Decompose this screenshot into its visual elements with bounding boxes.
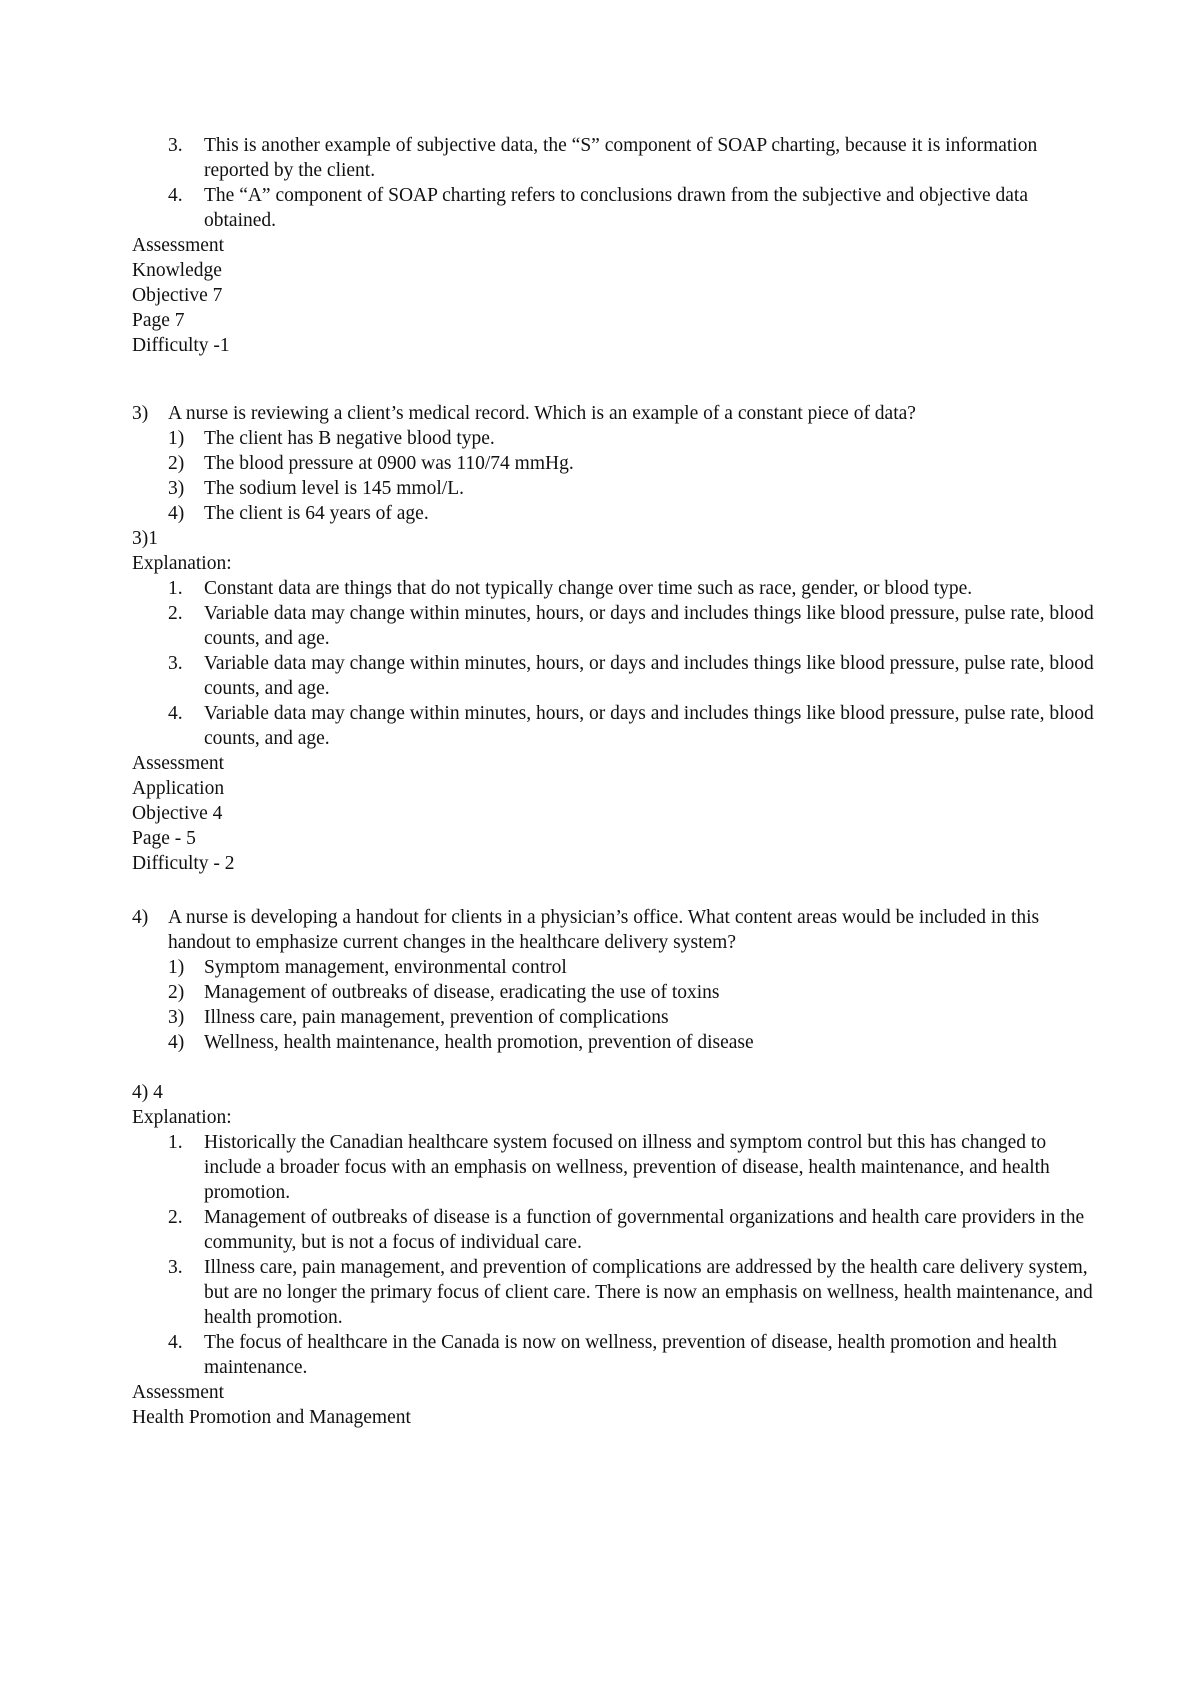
meta-cognitive-level: Application — [132, 778, 225, 799]
explanation-item — [0, 133, 1191, 183]
meta-category: Assessment — [132, 753, 225, 774]
explanation-text: Management of outbreaks of disease is a function of governmental organizations and health care providers in the community, but is not a focus of individual care. — [204, 1207, 1085, 1253]
explanation-number: 2. — [168, 603, 183, 624]
explanation-item — [0, 576, 1191, 601]
answer-option — [0, 1005, 1191, 1030]
option-text: Illness care, pain management, prevention of complications — [204, 1007, 669, 1028]
explanation-number: 1. — [168, 1132, 183, 1153]
option-number: 2) — [168, 982, 185, 1003]
meta-difficulty: Difficulty - 2 — [132, 853, 235, 874]
answer-key: 3)1 — [132, 528, 158, 549]
option-text: The client is 64 years of age. — [204, 503, 429, 524]
answer-option — [0, 451, 1191, 476]
option-number: 4) — [168, 503, 185, 524]
question-text: A nurse is reviewing a client’s medical record. Which is an example of a constant piece of data? — [168, 403, 916, 424]
option-number: 3) — [168, 1007, 185, 1028]
answer-option — [0, 980, 1191, 1005]
option-number: 1) — [168, 428, 185, 449]
option-number: 4) — [168, 1032, 185, 1053]
explanation-number: 4. — [168, 1332, 183, 1353]
option-text: Symptom management, environmental control — [204, 957, 567, 978]
meta-category: Assessment — [132, 235, 225, 256]
answer-key: 4) 4 — [132, 1082, 163, 1103]
question-text: A nurse is developing a handout for clients in a physician’s office. What content areas would be included in this handout to emphasize current changes in the healthcare delivery system? — [168, 907, 1040, 953]
explanation-item — [0, 701, 1191, 751]
explanation-text: Historically the Canadian healthcare system focused on illness and symptom control but this has changed to include a broader focus with an emphasis on wellness, prevention of disease, health maintenance, and health promotion. — [204, 1132, 1050, 1203]
meta-cognitive-level: Knowledge — [132, 260, 222, 281]
option-text: The client has B negative blood type. — [204, 428, 495, 449]
previous-question-continuation — [0, 133, 1191, 358]
answer-option — [0, 426, 1191, 451]
explanation-text: Variable data may change within minutes, hours, or days and includes things like blood pressure, pulse rate, blood counts, and age. — [204, 603, 1094, 649]
meta-category: Assessment — [132, 1382, 225, 1403]
question-number: 4) — [132, 907, 149, 928]
meta-objective: Objective 4 — [132, 803, 223, 824]
explanation-number: 3. — [168, 1257, 183, 1278]
explanation-text: Variable data may change within minutes, hours, or days and includes things like blood pressure, pulse rate, blood counts, and age. — [204, 703, 1094, 749]
option-text: The sodium level is 145 mmol/L. — [204, 478, 464, 499]
explanation-label: Explanation: — [132, 553, 232, 574]
option-text: The blood pressure at 0900 was 110/74 mmHg. — [204, 453, 574, 474]
explanation-number: 3. — [168, 653, 183, 674]
explanation-item — [0, 601, 1191, 651]
question-stem — [0, 401, 1191, 426]
explanation-text: Constant data are things that do not typically change over time such as race, gender, or blood type. — [204, 578, 973, 599]
explanation-number: 3. — [168, 135, 183, 156]
explanation-text: This is another example of subjective data, the “S” component of SOAP charting, because it is information reported by the client. — [204, 135, 1038, 181]
explanation-text: The focus of healthcare in the Canada is now on wellness, prevention of disease, health promotion and health maintenance. — [204, 1332, 1057, 1378]
meta-difficulty: Difficulty -1 — [132, 335, 230, 356]
explanation-item — [0, 1255, 1191, 1330]
question-stem — [0, 905, 1191, 955]
explanation-item — [0, 1205, 1191, 1255]
explanation-label: Explanation: — [132, 1107, 232, 1128]
explanation-text: Illness care, pain management, and prevention of complications are addressed by the health care delivery system, but are no longer the primary focus of client care. There is now an emphasis on wellness, health maintenance, and health promotion. — [204, 1257, 1093, 1328]
meta-objective: Objective 7 — [132, 285, 223, 306]
explanation-number: 1. — [168, 578, 183, 599]
explanation-item — [0, 183, 1191, 233]
answer-option — [0, 476, 1191, 501]
question-3 — [0, 401, 1191, 876]
explanation-number: 4. — [168, 185, 183, 206]
meta-topic: Health Promotion and Management — [132, 1407, 411, 1428]
explanation-item — [0, 651, 1191, 701]
question-4 — [0, 905, 1191, 1430]
explanation-number: 4. — [168, 703, 183, 724]
spacer — [0, 1055, 1191, 1080]
explanation-item — [0, 1330, 1191, 1380]
answer-option — [0, 955, 1191, 980]
option-number: 1) — [168, 957, 185, 978]
option-text: Wellness, health maintenance, health promotion, prevention of disease — [204, 1032, 754, 1053]
answer-option — [0, 501, 1191, 526]
explanation-text: The “A” component of SOAP charting refers to conclusions drawn from the subjective and objective data obtained. — [204, 185, 1028, 231]
meta-page: Page - 5 — [132, 828, 196, 849]
explanation-number: 2. — [168, 1207, 183, 1228]
option-number: 2) — [168, 453, 185, 474]
option-number: 3) — [168, 478, 185, 499]
meta-page: Page 7 — [132, 310, 185, 331]
explanation-text: Variable data may change within minutes, hours, or days and includes things like blood pressure, pulse rate, blood counts, and age. — [204, 653, 1094, 699]
question-number: 3) — [132, 403, 149, 424]
answer-option — [0, 1030, 1191, 1055]
explanation-item — [0, 1130, 1191, 1205]
option-text: Management of outbreaks of disease, eradicating the use of toxins — [204, 982, 720, 1003]
